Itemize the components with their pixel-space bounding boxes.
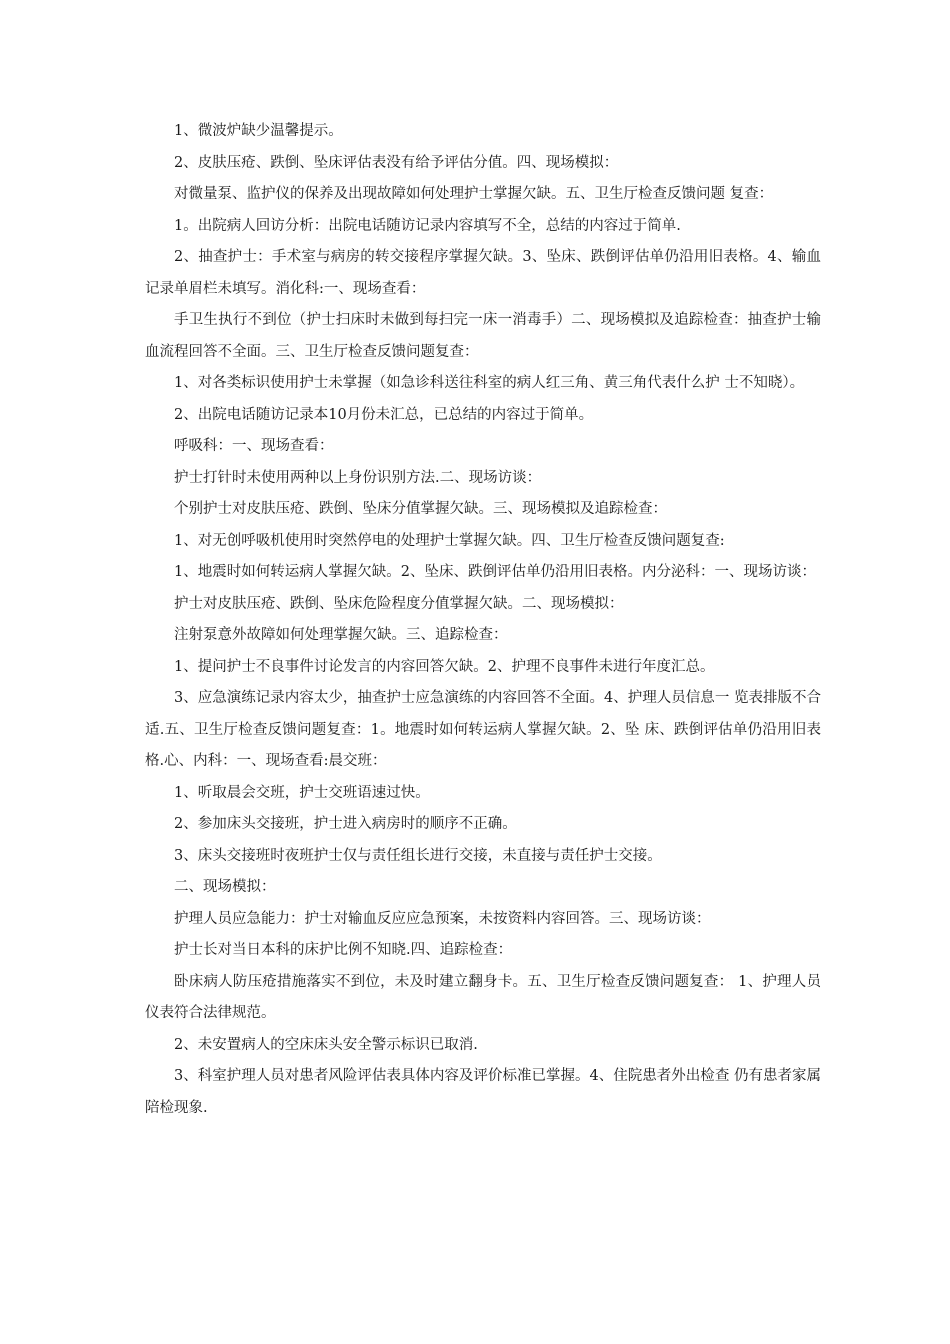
paragraph: 护士打针时未使用两种以上身份识别方法.二、现场访谈： <box>174 469 542 486</box>
paragraph: 手卫生执行不到位（护士扫床时未做到每扫完一床一消毒手）二、现场模拟及追踪检查：抽查护士输血流程回答不全面。三、卫生厅检查反馈问题复查： <box>145 312 821 360</box>
paragraph: 3、应急演练记录内容太少，抽查护士应急演练的内容回答不全面。4、护理人员信息一 览表排版不合适.五、卫生厅检查反馈问题复查：1。地震时如何转运病人掌握欠缺。2、坠 床、跌倒评估单仍沿用旧表格.心、内科：一、现场查看:晨交班： <box>145 690 821 769</box>
paragraph: 护士对皮肤压疮、跌倒、坠床危险程度分值掌握欠缺。二、现场模拟： <box>174 595 624 612</box>
paragraph: 1、提问护士不良事件讨论发言的内容回答欠缺。2、护理不良事件未进行年度汇总。 <box>174 658 715 675</box>
paragraph: 3、科室护理人员对患者风险评估表具体内容及评价标准已掌握。4、住院患者外出检查 仍有患者家属陪检现象. <box>145 1068 821 1116</box>
paragraph: 注射泵意外故障如何处理掌握欠缺。三、追踪检查： <box>174 627 508 643</box>
paragraph: 2、出院电话随访记录本10月份未汇总，已总结的内容过于简单。 <box>174 406 594 423</box>
paragraph: 1、地震时如何转运病人掌握欠缺。2、坠床、跌倒评估单仍沿用旧表格。内分泌科：一、现场访谈： <box>174 564 816 580</box>
paragraph: 1、微波炉缺少温馨提示。 <box>174 123 343 139</box>
paragraph: 2、参加床头交接班，护士进入病房时的顺序不正确。 <box>174 816 517 832</box>
paragraph: 2、抽查护士：手术室与病房的转交接程序掌握欠缺。3、坠床、跌倒评估单仍沿用旧表格。4、输血记录单眉栏未填写。消化科:一、现场查看： <box>145 249 821 297</box>
paragraph: 二、现场模拟： <box>174 879 276 895</box>
paragraph: 护士长对当日本科的床护比例不知晓.四、追踪检查： <box>174 942 513 958</box>
paragraph: 呼吸科：一、现场查看： <box>174 438 334 454</box>
document-body <box>145 116 821 1124</box>
paragraph: 对微量泵、监护仪的保养及出现故障如何处理护士掌握欠缺。五、卫生厅检查反馈问题 复查： <box>174 186 774 202</box>
paragraph: 2、未安置病人的空床床头安全警示标识已取消. <box>174 1036 478 1053</box>
paragraph: 1、对各类标识使用护士未掌握（如急诊科送往科室的病人红三角、黄三角代表什么护 士不知晓）。 <box>174 375 805 391</box>
paragraph: 2、皮肤压疮、跌倒、坠床评估表没有给予评估分值。四、现场模拟： <box>174 154 619 171</box>
paragraph: 1、对无创呼吸机使用时突然停电的处理护士掌握欠缺。四、卫生厅检查反馈问题复查: <box>174 532 725 549</box>
paragraph: 1、听取晨会交班，护士交班语速过快。 <box>174 784 430 801</box>
paragraph: 护理人员应急能力：护士对输血反应应急预案，未按资料内容回答。三、现场访谈： <box>174 910 711 927</box>
paragraph: 个别护士对皮肤压疮、跌倒、坠床分值掌握欠缺。三、现场模拟及追踪检查： <box>174 501 667 517</box>
paragraph: 卧床病人防压疮措施落实不到位，未及时建立翻身卡。五、卫生厅检查反馈问题复查： 1、护理人员仪表符合法律规范。 <box>145 973 821 1021</box>
paragraph: 3、床头交接班时夜班护士仅与责任组长进行交接，未直接与责任护士交接。 <box>174 847 662 864</box>
paragraph: 1。出院病人回访分析：出院电话随访记录内容填写不全，总结的内容过于简单. <box>174 217 681 234</box>
